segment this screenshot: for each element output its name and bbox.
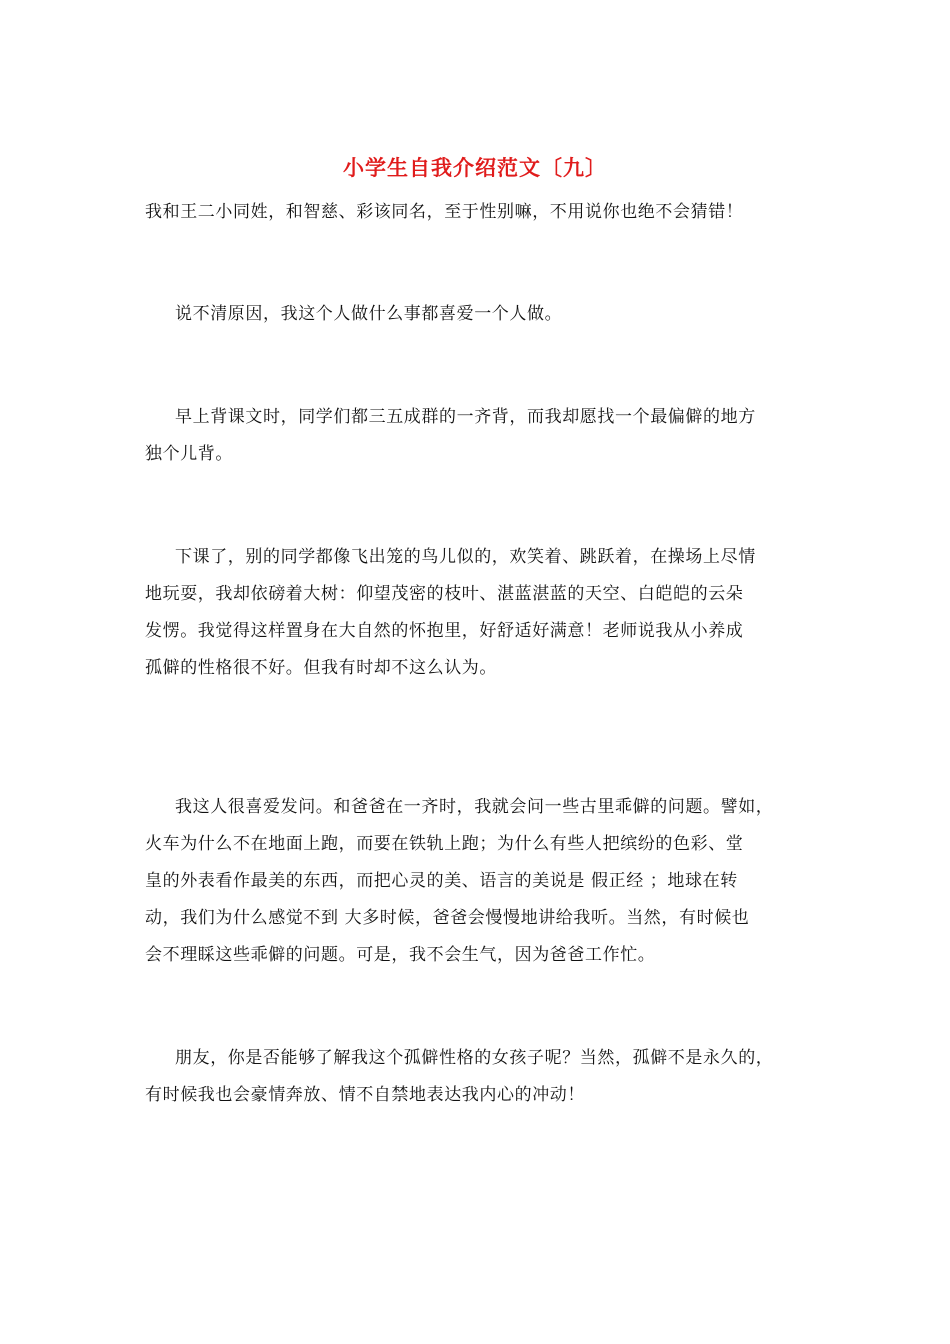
paragraph-line: 火车为什么不在地面上跑，而要在铁轨上跑；为什么有些人把缤纷的色彩、堂 [145, 834, 744, 854]
paragraph-line: 朋友，你是否能够了解我这个孤僻性格的女孩子呢？当然，孤僻不是永久的， [175, 1048, 774, 1068]
paragraph-line: 地玩耍，我却依磅着大树：仰望茂密的枝叶、湛蓝湛蓝的天空、白皑皑的云朵 [145, 584, 744, 604]
document-title: 小学生自我介绍范文〔九〕 [343, 155, 607, 180]
paragraph-line: 孤僻的性格很不好。但我有时却不这么认为。 [145, 658, 497, 678]
paragraph-line: 会不理睬这些乖僻的问题。可是，我不会生气，因为爸爸工作忙。 [145, 945, 656, 965]
paragraph-line: 下课了，别的同学都像飞出笼的鸟儿似的，欢笑着、跳跃着，在操场上尽情 [175, 547, 756, 567]
paragraph-line: 说不清原因，我这个人做什么事都喜爱一个人做。 [175, 304, 563, 324]
paragraph-line: 我这人很喜爱发问。和爸爸在一齐时，我就会问一些古里乖僻的问题。譬如， [175, 797, 774, 817]
paragraph-line: 皇的外表看作最美的东西，而把心灵的美、语言的美说是 假正经 ；地球在转 [145, 871, 738, 891]
paragraph-line: 发愣。我觉得这样置身在大自然的怀抱里，好舒适好满意！老师说我从小养成 [145, 621, 744, 641]
paragraph-line: 动，我们为什么感觉不到 大多时候，爸爸会慢慢地讲给我听。当然，有时候也 [145, 908, 750, 928]
paragraph-line: 早上背课文时，同学们都三五成群的一齐背，而我却愿找一个最偏僻的地方 [175, 407, 756, 427]
paragraph-line: 独个儿背。 [145, 444, 233, 464]
paragraph-line: 有时候我也会豪情奔放、情不自禁地表达我内心的冲动！ [145, 1085, 585, 1105]
paragraph-line: 我和王二小同姓，和智慈、彩该同名，至于性别嘛，不用说你也绝不会猜错！ [145, 202, 744, 222]
